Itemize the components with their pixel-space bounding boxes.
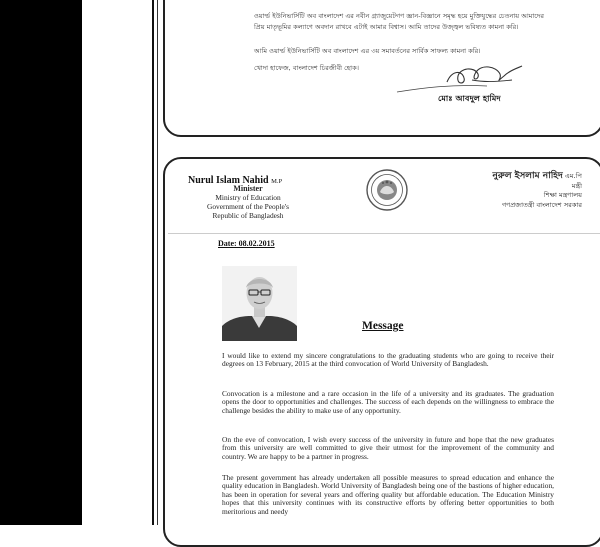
message-paragraph-2: Convocation is a milestone and a rare occasion in the life of a university and its graduates. The graduation opens the door to opportunities and challenges. The success of each depends on the willingness to embrace the challenge besides the ability to make use of any opportunity. (222, 389, 554, 415)
bn-paragraph-3: খোদা হাফেজ, বাংলাদেশ চিরজীবী হোক। (254, 64, 360, 72)
bn-line-2: শিক্ষা মন্ত্রণালয় (543, 191, 582, 199)
bn-paragraph-1: ওয়ার্ল্ড ইউনিভার্সিটি অব বাংলাদেশ এর নবীন গ্র্যাজুয়েটগণ জ্ঞান-বিজ্ঞানে সমৃদ্ধ হয়ে মুক্তিযুদ্ধের চেতনায় আমাদের প্রিয় মাতৃভূমির কল্যাণে অবদান রাখবে এটাই আমার বিশ্বাস। আমি তাদের উজ্জ্বল ভবিষ্যত কামনা করি। (254, 12, 544, 31)
minister-title-block (193, 184, 303, 220)
message-paragraph-1: I would like to extend my sincere congratulations to the graduating students who are going to receive their degrees on 13 February, 2015 at the third convocation of World University of Bangladesh. (222, 351, 554, 369)
message-date: Date: 08.02.2015 (218, 239, 275, 248)
minister-name-suffix: M.P (271, 178, 283, 185)
letterhead-divider (168, 233, 600, 234)
bn-line-1: মন্ত্রী (571, 181, 582, 190)
bn-minister-suffix: এম.পি (564, 172, 582, 180)
ministry-line-2: Government of the People's (207, 202, 289, 211)
ministry-line-1: Ministry of Education (215, 193, 281, 202)
minister-title: Minister (233, 184, 263, 193)
signatory-name-bn: মোঃ আবদুল হামিদ (438, 93, 501, 103)
bn-letterhead (452, 172, 582, 210)
bn-minister-name: নুরুল ইসলাম নাহিদ (492, 171, 563, 181)
message-paragraph-3: On the eve of convocation, I wish every success of the university in future and hope that the new graduates from this university are well committed to give their utmost for the improvement of the community and country. We are happy to be a partner in progress. (222, 435, 554, 461)
left-black-band (0, 0, 82, 525)
bn-paragraph-2: আমি ওয়ার্ল্ড ইউনিভার্সিটি অব বাংলাদেশ এর ৩য় সমাবর্তনের সার্বিক সাফল্য কামনা করি। (254, 47, 481, 55)
government-seal-icon (365, 168, 409, 212)
page-border-rule-inner (157, 0, 158, 525)
ministry-line-3: Republic of Bangladesh (212, 211, 284, 220)
page-border-rule (152, 0, 154, 525)
bn-line-3: গণপ্রজাতন্ত্রী বাংলাদেশ সরকার (501, 200, 582, 209)
minister-name-text: Nurul Islam Nahid (188, 175, 269, 186)
message-paragraph-4: The present government has already undertaken all possible measures to spread education and enhance the quality education in Bangladesh. World University of Bangladesh being one of the bastions of higher education, has been in operation for several years and offering quality but affordable education. The Education Ministry hopes that this university continues with its constructive efforts by offering better opportunities to both meritorious and needy (222, 473, 554, 516)
message-title: Message (362, 320, 404, 332)
minister-photo (222, 266, 297, 341)
